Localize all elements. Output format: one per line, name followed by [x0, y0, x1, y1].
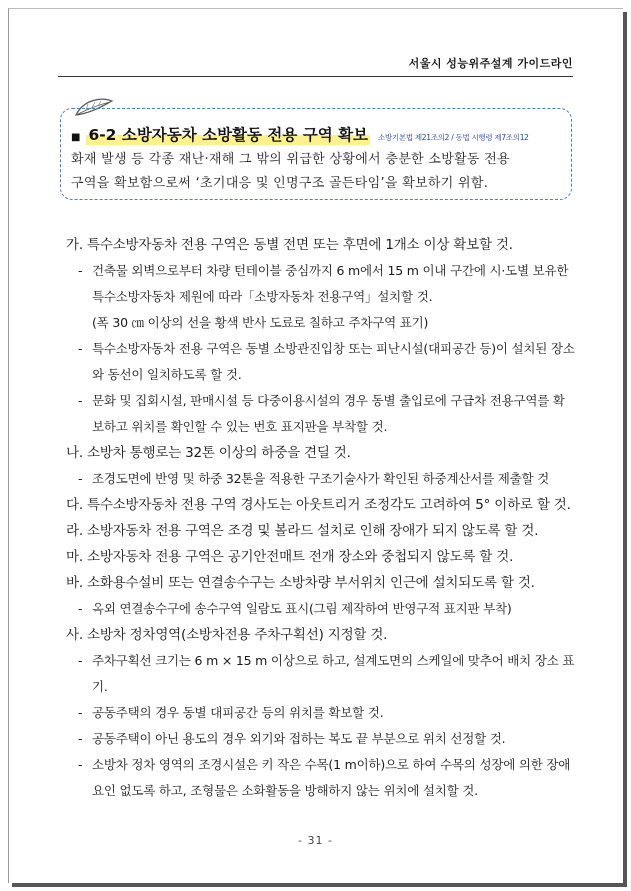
requirement-item: 사. 소방차 정차영역(소방차전용 주차구획선) 지정할 것.	[66, 627, 388, 643]
requirement-item: 바. 소화용수설비 또는 연결송수구는 소방차량 부서위치 인근에 설치되도록 할 것.	[66, 575, 535, 591]
requirement-item: 라. 소방자동차 전용 구역은 조경 및 볼라드 설치로 인해 장애가 되지 않도록 할 것.	[66, 523, 539, 539]
legal-reference: 소방기본법 제21조의2 / 동법 시행령 제7조의12	[378, 133, 529, 142]
callout-title-row	[71, 123, 563, 145]
requirement-subitem	[66, 752, 576, 804]
subitem-text: 문화 및 집회시설, 판매시설 등 다중이용시설의 경우 동별 출입로에 구급차 전용구역를 확보하고 위치를 확인할 수 있는 번호 표지판을 부착할 것.	[92, 393, 565, 434]
page-shadow	[623, 12, 627, 887]
section-purpose	[71, 148, 563, 196]
section-callout-box	[60, 108, 572, 200]
purpose-line: 화재 발생 등 각종 재난·재해 그 밖의 위급한 상황에서 충분한 소방활동 전용	[71, 152, 510, 167]
requirement-item: 가. 특수소방자동차 전용 구역은 동별 전면 또는 후면에 1개소 이상 확보할 것.	[66, 237, 513, 253]
requirement-subitem	[66, 700, 576, 726]
subitem-text: 공동주택의 경우 동별 대피공간 등의 위치를 확보할 것.	[92, 705, 384, 720]
requirement-subitem	[66, 388, 576, 440]
subitem-text: 공동주택이 아닌 용도의 경우 외기와 접하는 복도 끝 부분으로 위치 선정할 것.	[92, 731, 506, 746]
subitem-text: 소방차 정차 영역의 조경시설은 키 작은 수목(1 m이하)으로 하여 수목의 성장에 의한 장애요인 없도록 하고, 조형물은 소화활동을 방해하지 않는 위치에 설치할 것.	[92, 757, 571, 798]
dash-bullet: -	[78, 341, 83, 356]
subitem-text: 주차구획선 크기는 6 m × 15 m 이상으로 하고, 설계도면의 스케일에 맞추어 배치 장소 표기.	[92, 653, 575, 694]
subitem-text: 조경도면에 반영 및 하중 32톤을 적용한 구조기술사가 확인된 하중계산서를 제출할 것	[92, 471, 549, 486]
subitem-text: 건축물 외벽으로부터 차량 턴테이블 중심까지 6 m에서 15 m 이내 구간에 시·도별 보유한 특수소방자동차 제원에 따라「소방자동차 전용구역」설치할 것.	[92, 263, 569, 304]
requirement-item: 마. 소방자동차 전용 구역은 공기안전매트 전개 장소와 중첩되지 않도록 할 것.	[66, 549, 514, 565]
requirement-item: 나. 소방차 통행로는 32톤 이상의 하중을 견딜 것.	[66, 445, 351, 461]
header-rule	[58, 76, 573, 77]
purpose-line: 구역을 확보함으로써 ‘초기대응 및 인명구조 골든타임’을 확보하기 위함.	[71, 176, 489, 191]
dash-bullet: -	[78, 731, 83, 746]
dash-bullet: -	[78, 705, 83, 720]
dash-bullet: -	[78, 393, 83, 408]
requirement-subitem	[66, 336, 576, 388]
dash-bullet: -	[78, 601, 83, 616]
requirement-subitem	[66, 466, 576, 492]
requirement-subitem	[66, 726, 576, 752]
requirement-item: 다. 특수소방자동차 전용 구역 경사도는 아웃트리거 조정각도 고려하여 5° 이하로 할 것.	[66, 497, 571, 513]
dash-bullet: -	[78, 757, 83, 772]
section-title: 6-2 소방자동차 소방활동 전용 구역 확보	[86, 123, 370, 145]
page-number: - 31 -	[298, 834, 333, 847]
subitem-text: 특수소방자동차 전용 구역은 동별 소방관진입창 또는 피난시설(대피공간 등)이 설치된 장소와 동선이 일치하도록 할 것.	[92, 341, 575, 382]
dash-bullet: -	[78, 263, 83, 278]
requirement-subitem	[66, 258, 576, 310]
dash-bullet: -	[78, 653, 83, 668]
square-bullet-icon: ■	[71, 132, 81, 143]
dash-bullet: -	[78, 471, 83, 486]
requirement-note: (폭 30 ㎝ 이상의 선을 황색 반사 도료로 칠하고 주차구역 표기)	[92, 315, 429, 330]
requirements-list	[66, 232, 576, 804]
requirement-subitem	[66, 596, 576, 622]
subitem-text: 옥외 연결송수구에 송수구역 일람도 표시(그림 제작하여 반영구적 표지판 부착)	[92, 601, 512, 616]
running-header: 서울시 성능위주설계 가이드라인	[408, 57, 573, 70]
requirement-subitem	[66, 648, 576, 700]
page-shadow	[12, 883, 627, 887]
